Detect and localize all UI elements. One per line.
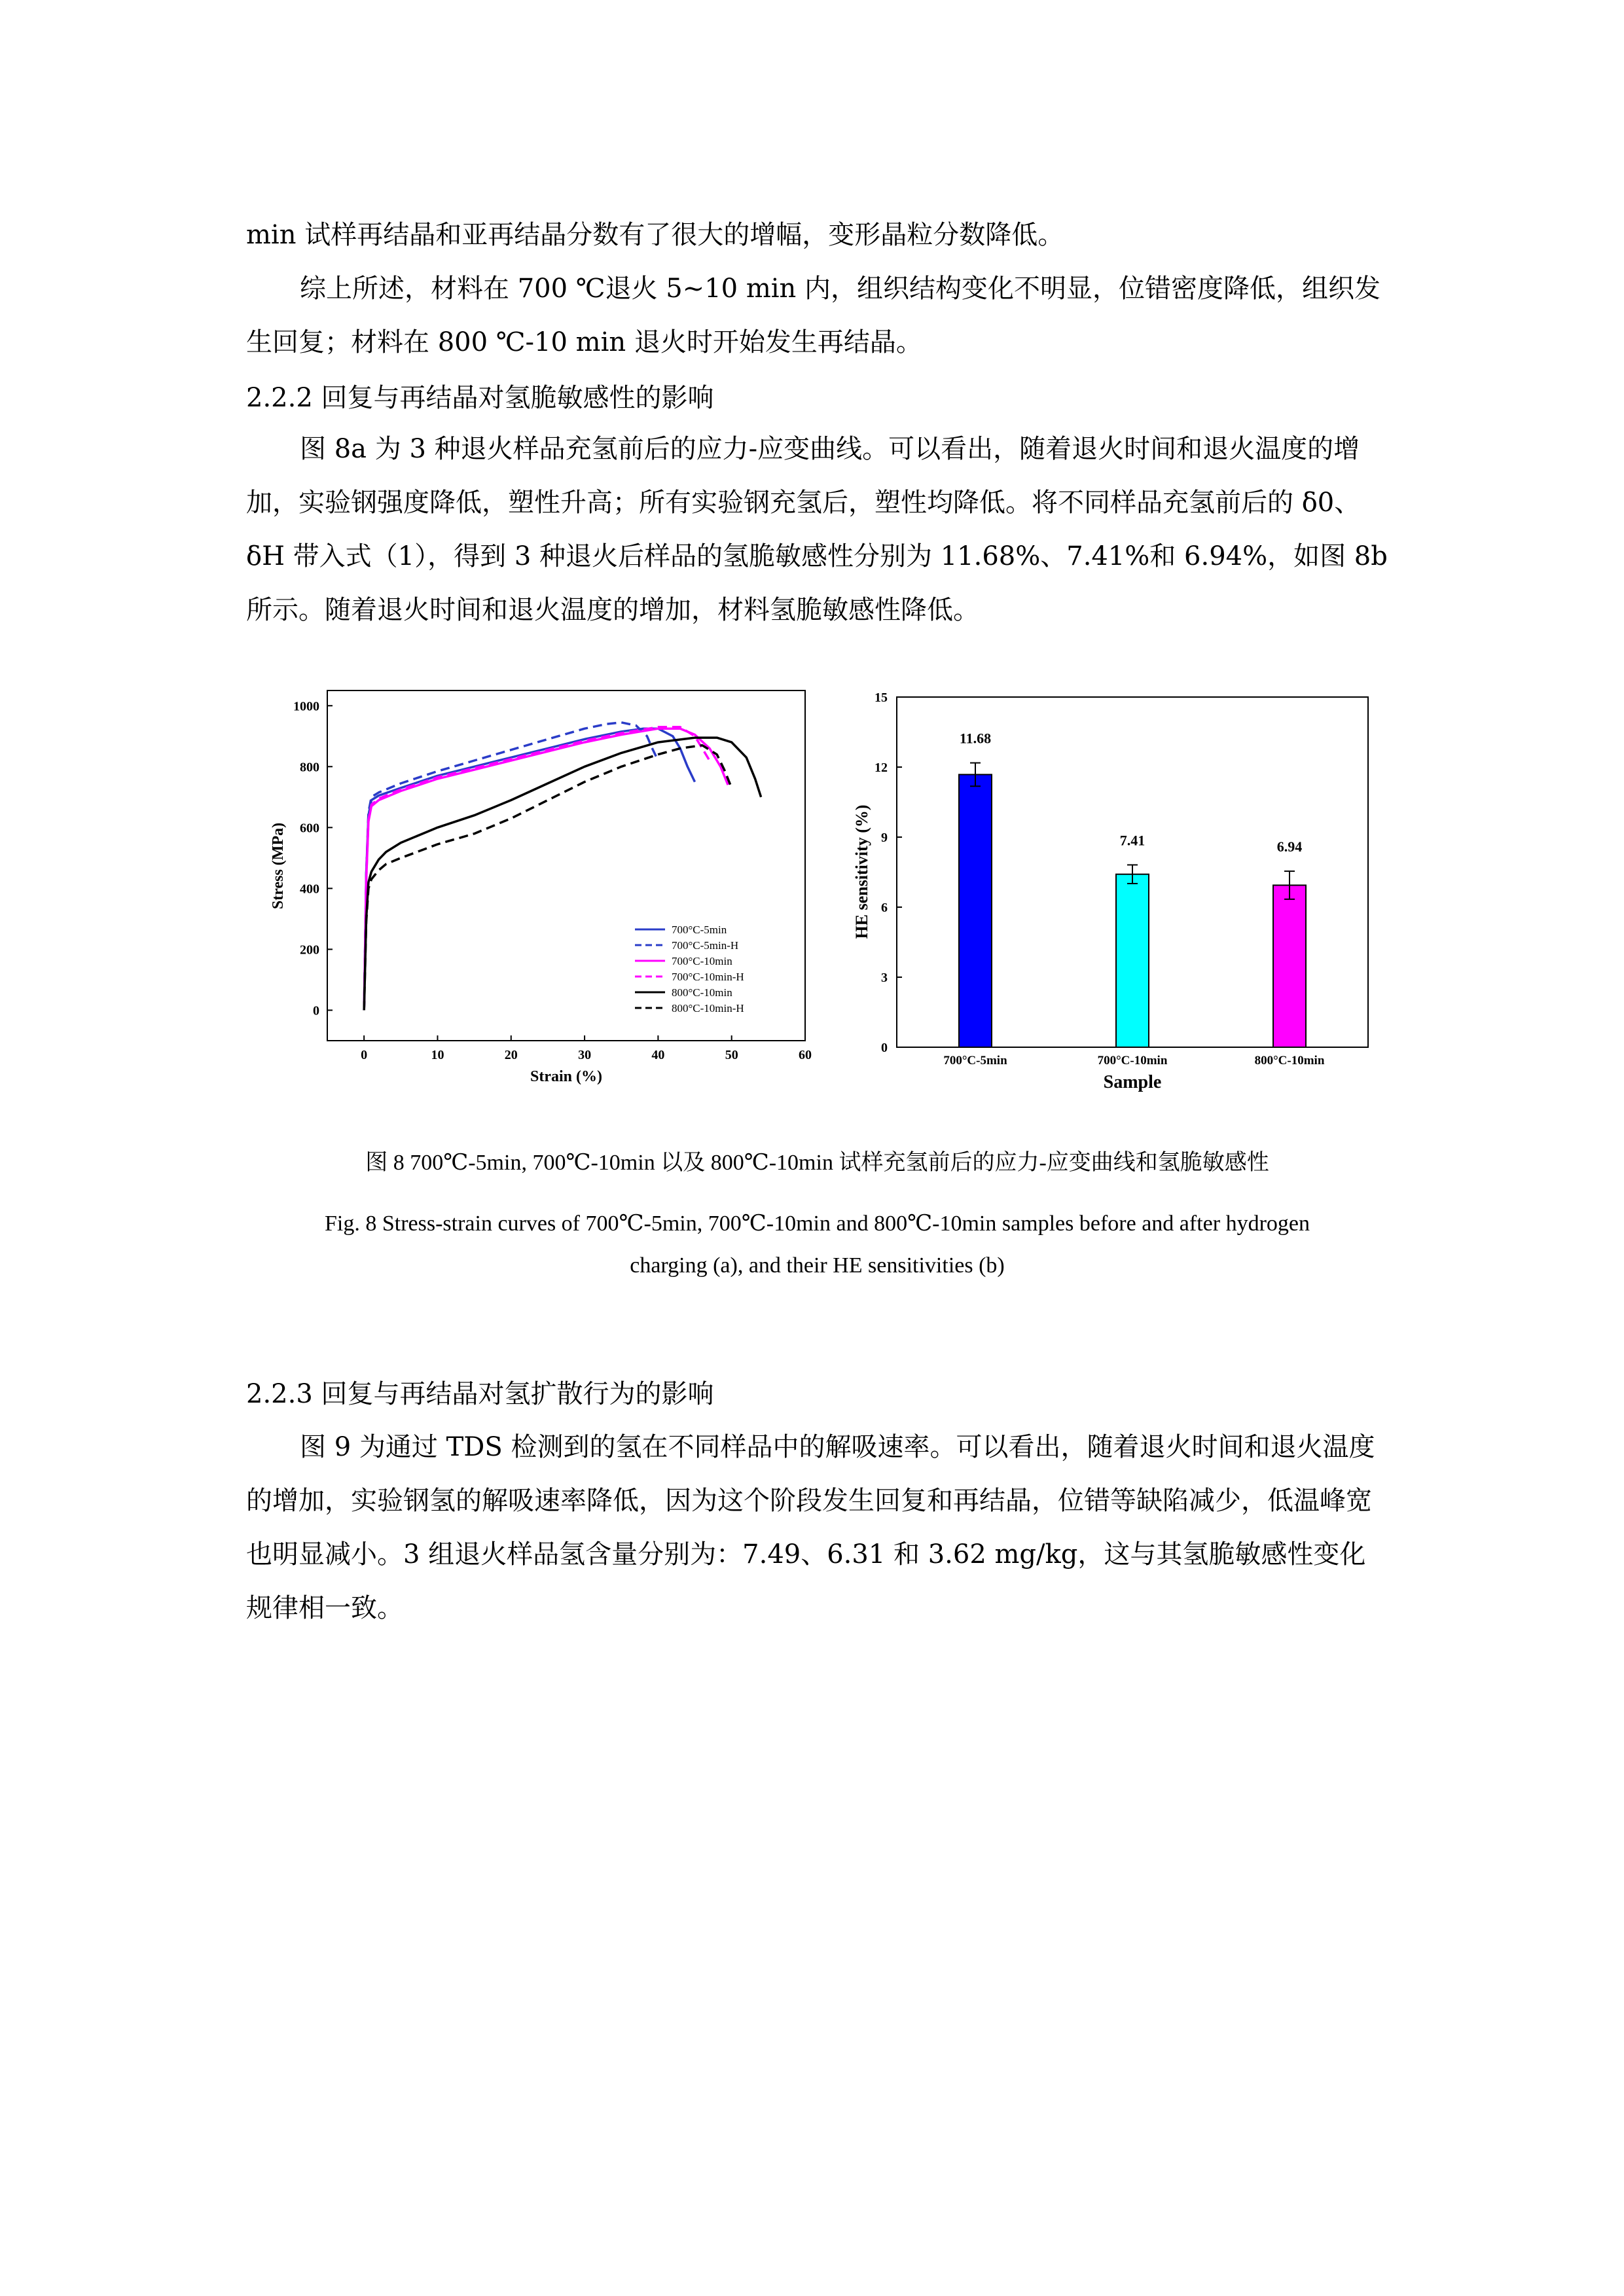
y-tick-label: 3: [881, 971, 888, 985]
legend-entry: 700°C-10min: [672, 955, 732, 967]
series-line-3: [364, 728, 728, 1010]
y-tick-label: 0: [313, 1003, 319, 1018]
legend-entry: 800°C-10min: [672, 986, 732, 999]
y-tick-label: 200: [300, 942, 319, 958]
y-tick-label: 15: [875, 691, 888, 705]
x-tick-label: 50: [725, 1048, 738, 1062]
y-tick-label: 12: [875, 761, 888, 775]
y-axis-label: Stress (MPa): [270, 822, 287, 910]
bar-value-label: 6.94: [1276, 838, 1303, 855]
he-sensitivity-chart: [838, 681, 1388, 1100]
section-heading-2-2-2: 2.2.2 回复与再结晶对氢脆敏感性的影响: [246, 383, 714, 413]
paragraph-2-2-2: 图 8a 为 3 种退火样品充氢前后的应力-应变曲线。可以看出，随着退火时间和退火温度的增加，实验钢强度降低，塑性升高；所有实验钢充氢后，塑性均降低。将不同样品充氢前后的 δ0、δH 带入式（1），得到 3 种退火后样品的氢脆敏感性分别为 11.68%、7.41%和 6.94%，如图 8b 所示。随着退火时间和退火温度的增加，材料氢脆敏感性降低。: [246, 434, 1388, 625]
paragraph-top: min 试样再结晶和亚再结晶分数有了很大的增幅，变形晶粒分数降低。: [246, 220, 1064, 250]
bar-3: [1273, 885, 1306, 1047]
stress-strain-chart: [268, 681, 818, 1100]
figure-caption-cn: 图 8 700℃-5min, 700℃-10min 以及 800℃-10min 试样充氢前后的应力-应变曲线和氢脆敏感性: [365, 1151, 1269, 1175]
x-tick-label: 700°C-10min: [1097, 1054, 1168, 1067]
legend-entry: 700°C-5min: [672, 924, 727, 936]
series-line-4: [364, 727, 710, 1011]
section-heading-2-2-3: 2.2.3 回复与再结晶对氢扩散行为的影响: [246, 1379, 714, 1409]
y-axis-label: HE sensitivity (%): [852, 804, 871, 939]
y-tick-label: 9: [881, 831, 888, 845]
figure-caption-en-line1: Fig. 8 Stress-strain curves of 700℃-5min, 700℃-10min and 800℃-10min samples before and after hydrogen: [325, 1211, 1310, 1236]
bar-1: [959, 774, 992, 1047]
bar-value-label: 11.68: [959, 730, 992, 747]
figure-caption-en-line2: charging (a), and their HE sensitivities (b): [630, 1253, 1005, 1278]
series-line-5: [364, 738, 761, 1010]
x-tick-label: 40: [651, 1048, 665, 1062]
x-tick-label: 60: [799, 1048, 812, 1062]
x-tick-label: 0: [361, 1048, 368, 1062]
legend-entry: 700°C-10min-H: [672, 971, 744, 983]
y-tick-label: 600: [300, 821, 319, 836]
x-axis-label: Strain (%): [530, 1068, 602, 1085]
series-line-1: [364, 728, 695, 1010]
bar-value-label: 7.41: [1119, 832, 1146, 849]
y-tick-label: 6: [881, 901, 888, 915]
legend: [635, 924, 744, 1014]
x-tick-label: 700°C-5min: [943, 1054, 1007, 1067]
y-tick-label: 400: [300, 882, 319, 897]
paragraph-2-2-3: 图 9 为通过 TDS 检测到的氢在不同样品中的解吸速率。可以看出，随着退火时间和退火温度的增加，实验钢氢的解吸速率降低，因为这个阶段发生回复和再结晶，位错等缺陷减少，低温峰宽也明显减小。3 组退火样品氢含量分别为：7.49、6.31 和 3.62 mg/kg，这与其氢脆敏感性变化规律相一致。: [246, 1432, 1375, 1623]
y-tick-label: 0: [881, 1041, 888, 1055]
x-tick-label: 800°C-10min: [1254, 1054, 1325, 1067]
x-tick-label: 20: [504, 1048, 518, 1062]
legend-entry: 800°C-10min-H: [672, 1002, 744, 1014]
legend-entry: 700°C-5min-H: [672, 939, 739, 952]
x-tick-label: 10: [431, 1048, 444, 1062]
x-tick-label: 30: [578, 1048, 592, 1062]
y-tick-label: 800: [300, 760, 319, 775]
x-axis-label: Sample: [1103, 1072, 1162, 1092]
bar-2: [1116, 874, 1149, 1047]
series-line-2: [364, 723, 658, 1011]
paragraph-summary: 综上所述，材料在 700 ℃退火 5~10 min 内，组织结构变化不明显，位错密度降低，组织发生回复；材料在 800 ℃-10 min 退火时开始发生再结晶。: [246, 274, 1381, 357]
y-tick-label: 1000: [293, 699, 319, 714]
